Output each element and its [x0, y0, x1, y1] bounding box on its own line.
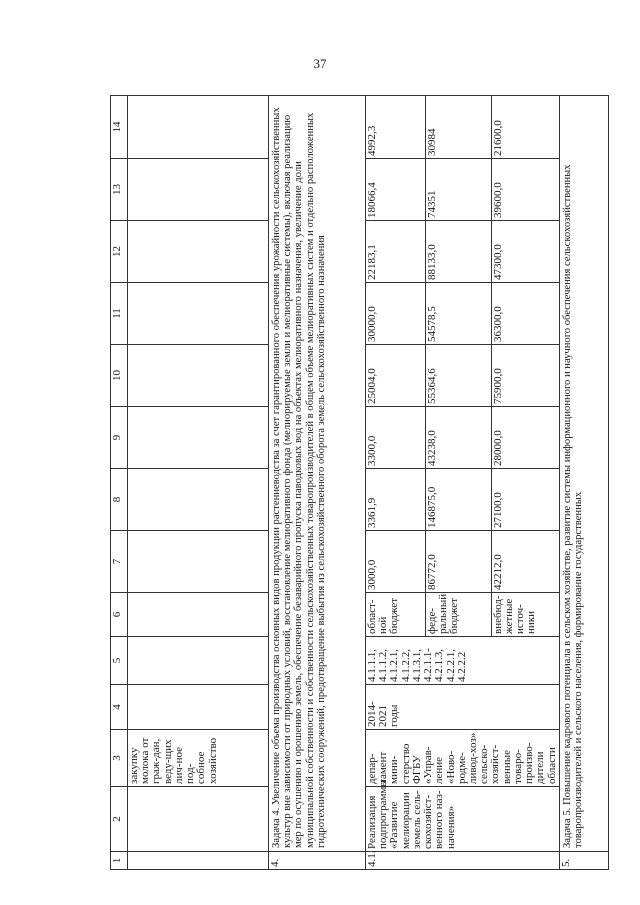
header-cell: 3	[111, 730, 128, 787]
value-cell: 86772,0	[425, 531, 491, 593]
value-cell: 18066,4	[366, 159, 426, 221]
table-cell	[128, 637, 269, 685]
value-cell: 47300,0	[491, 221, 559, 283]
source-cell: феде-ральный бюджет	[425, 593, 491, 637]
source-cell: област-ной бюджет	[366, 593, 426, 637]
value-cell: 75900,0	[491, 345, 559, 407]
header-cell: 5	[111, 637, 128, 685]
value-cell: 3000,0	[366, 531, 426, 593]
header-cell: 1	[111, 852, 128, 870]
header-cell: 11	[111, 283, 128, 345]
value-cell: 30000,0	[366, 283, 426, 345]
header-row	[111, 96, 128, 870]
header-cell: 8	[111, 469, 128, 531]
table-row	[128, 96, 269, 870]
table-cell	[128, 787, 269, 852]
executor-cell: закупку молока от граж-дан, веду-щих лич-ное под-собное хозяйство	[128, 730, 269, 787]
table-cell	[128, 159, 269, 221]
period-cell: 2014-2021 годы	[366, 685, 560, 730]
value-cell: 21600,0	[491, 96, 559, 159]
page-number: 37	[313, 56, 327, 71]
header-cell: 9	[111, 407, 128, 469]
value-cell: 27100,0	[491, 469, 559, 531]
table-cell	[128, 685, 269, 730]
table-row	[366, 96, 426, 870]
value-cell: 74351	[425, 159, 491, 221]
header-cell: 2	[111, 787, 128, 852]
value-cell: 88133,0	[425, 221, 491, 283]
table-cell	[128, 96, 269, 159]
value-cell: 54578,5	[425, 283, 491, 345]
task-description: Задача 4. Увеличение объема производства основных видов продукции растениеводства за счет гарантированного обеспечения урожайности сельскохозяйственных культур вне зависимости от природных условий, восстановление мелиоративного фонда (мелиорируемые земли и мелиоративные системы), включая реализацию мер по осушению и орошению земель, обеспечение безаварийного пропуска паводковых вод на объектах мелиоративного назначения, увеличение доли муниципальной собственности и собственности сельскохозяйственных товаропроизводителей в общем объеме мелиоративных систем и отдельно расположенных гидротехнических сооружений, предотвращение выбытия из сельскохозяйственного оборота земель сельскохозяйственного назначения	[269, 96, 366, 852]
value-cell: 28000,0	[491, 407, 559, 469]
table-cell	[128, 221, 269, 283]
header-cell: 7	[111, 531, 128, 593]
value-cell: 25004,0	[366, 345, 426, 407]
program-table	[110, 95, 609, 870]
value-cell: 22183,1	[366, 221, 426, 283]
executor-cell: депар-тамент мини-стерство ФГБУ «Управ-ление «Ново-родме-ливод-хоз» сельско-хозяйст-венные товаро-произво-дители области	[366, 730, 560, 787]
header-cell: 13	[111, 159, 128, 221]
value-cell: 4992,3	[366, 96, 426, 159]
header-cell: 6	[111, 593, 128, 637]
task-description: Задача 5. Повышение кадрового потенциала в сельском хозяйстве, развитие системы информационного и научного обеспечения сельскохозяйственных товаропроизводителей и сельского населения, формирование государственных	[559, 96, 608, 852]
table-cell	[128, 407, 269, 469]
value-cell: 3300,0	[366, 407, 426, 469]
task-row	[559, 96, 608, 870]
value-cell: 43238,0	[425, 407, 491, 469]
value-cell: 146875,0	[425, 469, 491, 531]
source-cell: внебюд-жетные источ-ники	[491, 593, 559, 637]
value-cell: 42212,0	[491, 531, 559, 593]
value-cell: 36300,0	[491, 283, 559, 345]
indicator-cell: 4.1.1.1, 4.1.1.2, 4.1.2.1, 4.1.2.2, 4.1.3.1, 4.2.1.1-4.2.1.3, 4.2.2.1, 4.2.2.2	[366, 637, 560, 685]
header-cell: 10	[111, 345, 128, 407]
table-cell	[128, 283, 269, 345]
table-cell	[128, 852, 269, 870]
item-number: 4.1.	[366, 852, 560, 870]
table-cell	[128, 531, 269, 593]
task-number: 4.	[269, 852, 366, 870]
value-cell: 30984	[425, 96, 491, 159]
header-cell: 12	[111, 221, 128, 283]
task-row	[269, 96, 366, 870]
task-number: 5.	[559, 852, 608, 870]
rotated-table-container	[110, 95, 584, 870]
table-cell	[128, 469, 269, 531]
value-cell: 55364,6	[425, 345, 491, 407]
header-cell: 4	[111, 685, 128, 730]
header-cell: 14	[111, 96, 128, 159]
value-cell: 3361,9	[366, 469, 426, 531]
table-cell	[128, 593, 269, 637]
activity-name: Реализация подпрограммы «Развитие мелиорации земель сель-скохозяйст-венного наз-начения»	[366, 787, 560, 852]
table-cell	[128, 345, 269, 407]
value-cell: 39600,0	[491, 159, 559, 221]
